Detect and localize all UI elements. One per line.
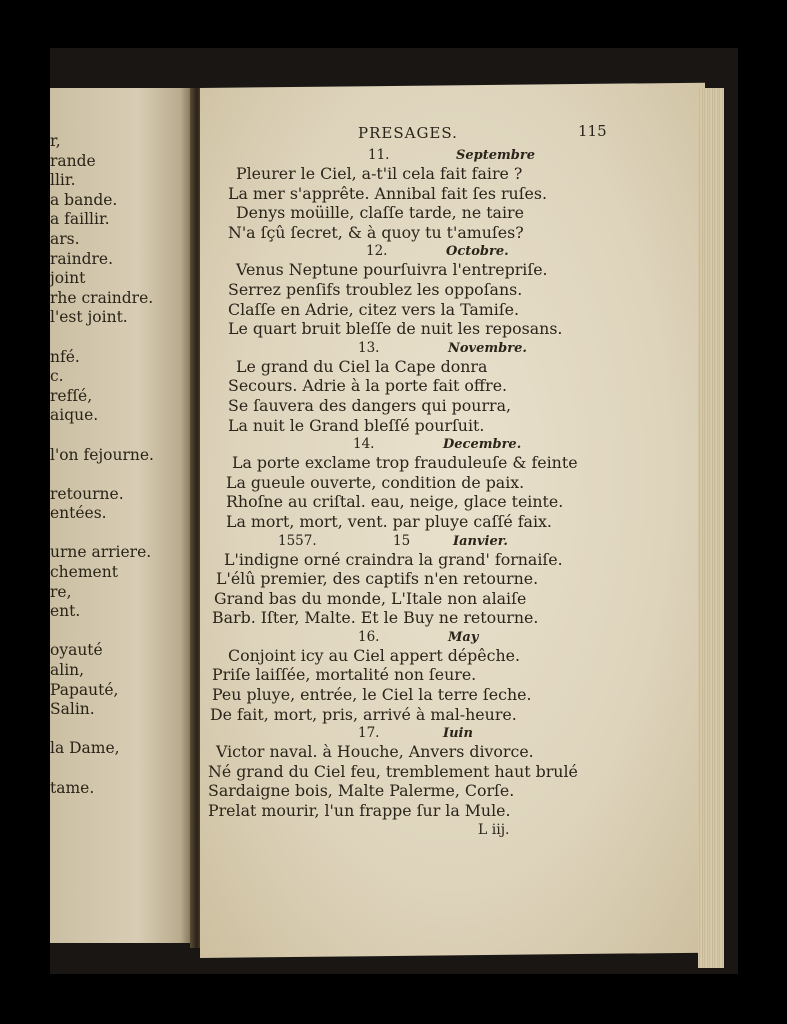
left-page-line: urne arriere. [50,543,152,562]
page-edges [698,88,724,968]
left-page-line: ars. [50,229,80,248]
left-page-line: Salin. [50,700,95,719]
stanza-heading [208,724,678,742]
stanza-number: 17. [358,725,380,742]
left-page-line: oyauté [50,641,103,660]
stanza-month: Octobre. [446,244,509,260]
verse-line: Claſſe en Adrie, citez vers la Tamiſe. [228,299,520,319]
left-page-line: l'est joint. [50,308,128,327]
left-page-line: a bande. [50,190,118,209]
stanza-heading [208,628,678,646]
stanza-heading [208,242,678,260]
verse-line: N'a ſçû ſecret, & à quoy tu t'amuſes? [228,222,524,242]
left-page-line [50,622,190,642]
verse-line: Venus Neptune pourſuivra l'entrepriſe. [236,260,548,280]
verse-line: La nuit le Grand bleſſé pourſuit. [228,415,485,435]
left-page-line: r, [50,132,61,150]
stanza-month: May [448,629,479,645]
stanza-number: 14. [353,436,375,453]
verse-line: Pleurer le Ciel, a-t'il cela fait faire ? [236,164,523,183]
verse-line: Secours. Adrie à la porte fait offre. [228,376,508,396]
verse-line: Sardaigne bois, Malte Palerme, Corſe. [208,781,515,801]
left-page-line: llir. [50,171,76,190]
verse-line: Se ſauvera des dangers qui pourra, [228,395,512,415]
left-page-line: refſé, [50,386,93,405]
running-header [208,124,678,146]
left-page [50,88,195,943]
verse-line: La mort, mort, vent. par pluye caſſé faix. [226,511,552,531]
verse-line: De fait, mort, pris, arrivé à mal-heure. [210,704,517,724]
verse-line: Serrez penſifs troublez les oppoſans. [228,279,523,299]
left-page-line: rande [50,151,96,170]
stanza-list [208,146,678,821]
book-scan [50,48,738,974]
left-page-line [50,426,190,446]
verse-line: Barb. Iſter, Malte. Et le Buy ne retourne. [212,608,539,628]
left-page-line: a faillir. [50,210,110,229]
left-page-line: la Dame, [50,739,120,758]
left-page-line: tame. [50,778,95,797]
verse-line: Né grand du Ciel feu, tremblement haut brulé [208,761,578,781]
stanza-month: Decembre. [443,437,522,453]
left-page-line: raindre. [50,249,114,268]
signature-mark [208,821,678,841]
verse-line: Conjoint icy au Ciel appert dépêche. [228,645,521,665]
left-page-line: ent. [50,602,81,621]
stanza-heading [208,339,678,357]
verse-line: L'indigne orné craindra la grand' fornaiſe. [224,549,563,569]
left-page-line: rhe craindre. [50,288,154,307]
left-page-line: nfé. [50,347,80,366]
stanza-heading [208,435,678,453]
stanza-month: Iuin [443,726,473,742]
stanza-number: 15 [393,532,411,549]
verse-line: Prelat mourir, l'un frappe ſur la Mule. [208,801,511,821]
left-page-line [50,465,190,485]
stanza-heading [208,146,678,164]
left-page-line: joint [50,269,86,288]
left-page-text [50,132,190,798]
stanza-month: Novembre. [448,340,527,356]
verse-line: Le grand du Ciel la Cape donra [236,356,488,376]
verse-line: Victor naval. à Houche, Anvers divorce. [216,742,534,762]
verse-line: La gueule ouverte, condition de paix. [226,472,525,492]
stanza-number: 16. [358,628,380,645]
verse-line: La porte exclame trop frauduleuſe & feinte [232,453,578,473]
left-page-line [50,759,190,779]
left-page-line: aique. [50,406,99,425]
stanza-year: 1557. [278,532,317,549]
verse-line: Denys moüille, claſſe tarde, ne taire [236,203,524,223]
stanza-number: 11. [368,147,390,163]
running-title: PRESAGES. [358,124,458,142]
verse-line: Le quart bruit bleſſe de nuit les reposans. [228,319,563,339]
stanza-number: 13. [358,339,380,356]
stanza-month: Ianvier. [453,533,508,549]
left-page-line [50,328,190,348]
left-page-line: retourne. [50,484,124,503]
verse-line: Grand bas du monde, L'Itale non alaiſe [214,588,527,608]
verse-line: Priſe laiſſée, mortalité non ſeure. [212,665,477,685]
left-page-line: Papauté, [50,680,119,699]
verse-line: Rhoſne au criſtal. eau, neige, glace teinte. [226,492,564,512]
verse-line: L'élû premier, des captifs n'en retourne. [216,569,539,589]
page-number: 115 [578,122,607,140]
stanza-month: Septembre [456,148,535,163]
verse-line: La mer s'apprête. Annibal fait ſes ruſes. [228,183,548,203]
left-page-line: entées. [50,504,107,523]
left-page-line: l'on fejourne. [50,445,154,464]
left-page-line: c. [50,367,64,386]
right-page-text [208,124,678,841]
verse-line: Peu pluye, entrée, le Ciel la terre ſeche. [212,685,532,705]
stanza-number: 12. [366,243,388,260]
signature-text: L iij. [478,821,510,838]
left-page-line [50,524,190,544]
left-page-line: alin, [50,661,85,680]
left-page-line: chement [50,563,118,582]
stanza-heading [208,532,678,550]
left-page-line [50,720,190,740]
left-page-line: re, [50,582,72,601]
